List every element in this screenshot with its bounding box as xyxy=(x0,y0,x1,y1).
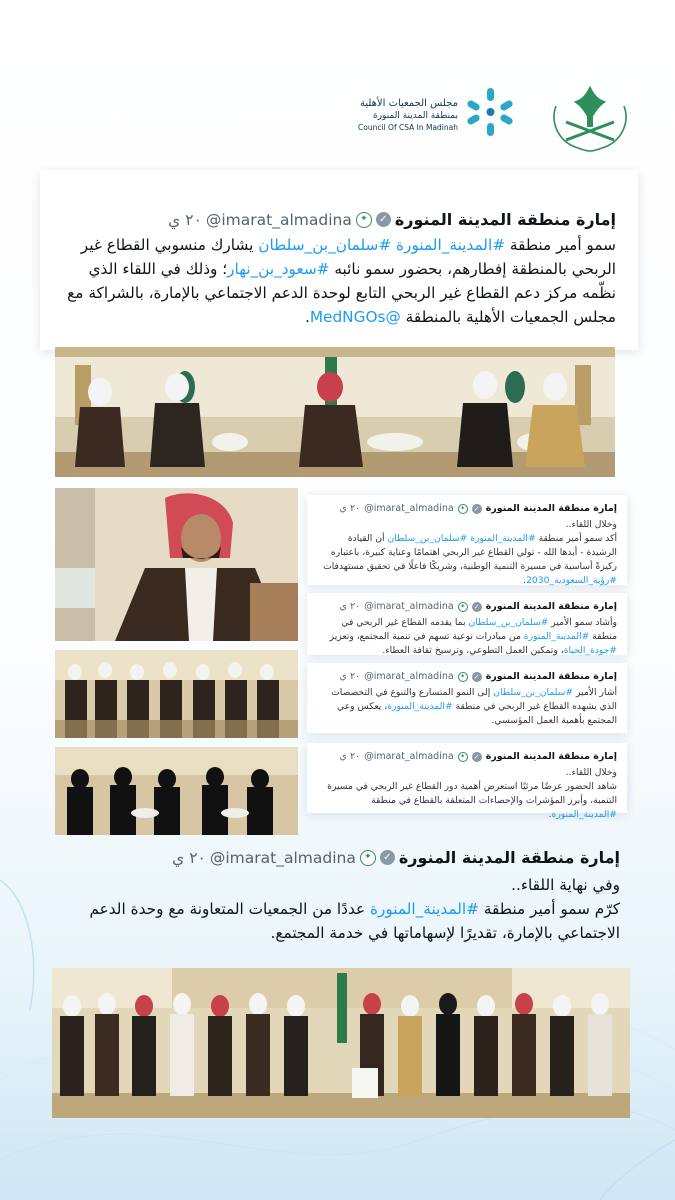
org-avatar-icon: ✦ xyxy=(458,602,468,612)
tweet-header xyxy=(317,601,617,612)
verified-badge-icon: ✓ xyxy=(472,602,482,612)
tweet-text-segment: كرّم سمو أمير منطقة xyxy=(478,900,620,918)
tweet-card-1[interactable] xyxy=(40,170,638,350)
tweet-text xyxy=(317,518,617,588)
tweet-text-segment: وأشاد سمو الأمير xyxy=(548,617,617,628)
tweet-card-2[interactable] xyxy=(307,495,627,585)
tweet-text-segment: . xyxy=(548,809,552,820)
tweet-author-name[interactable]: إمارة منطقة المدينة المنورة xyxy=(394,210,616,229)
tweet-text xyxy=(317,766,617,822)
tweet-text xyxy=(52,233,616,329)
tweet-time[interactable]: ٢٠ ي xyxy=(168,210,202,229)
tweet-text-segment: . xyxy=(523,575,527,586)
tweet-time[interactable]: ٢٠ ي xyxy=(339,751,361,762)
tweet-text-segment: سمو أمير منطقة xyxy=(505,236,616,254)
tweet-header xyxy=(52,210,616,229)
tweet-photo-5[interactable] xyxy=(52,968,630,1118)
tweet-author-name[interactable]: إمارة منطقة المدينة المنورة xyxy=(485,601,617,612)
tweet-text-segment: شاهد الحضور عرضًا مرئيًا استعرض أهمية دور القطاع غير الربحي في مسيرة التنمية، وأبرز المؤشرات والإحصاءات المتعلقة بالقطاع في منطقة xyxy=(327,781,617,806)
tweet-handle[interactable]: @imarat_almadina xyxy=(364,503,454,514)
tweet-header xyxy=(40,848,620,867)
tweet-author-name[interactable]: إمارة منطقة المدينة المنورة xyxy=(485,503,617,514)
tweet-text-segment: ؛ وذلك في اللقاء الذي نظّمه مركز دعم القطاع غير الربحي التابع لوحدة الدعم الاجتماعي بالإمارة، بالشراكة مع مجلس الجمعيات الأهلية بالمنطقة xyxy=(67,260,616,326)
tweet-photo-2[interactable] xyxy=(55,488,298,641)
tweet-time[interactable]: ٢٠ ي xyxy=(339,503,361,514)
verified-badge-icon: ✓ xyxy=(472,672,482,682)
council-name-ar: مجلس الجمعيات الأهلية xyxy=(359,98,458,109)
org-avatar-icon: ✦ xyxy=(458,752,468,762)
tweet-text-segment: أن القيادة الرشيدة - أيدها الله - تولي القطاع غير الربحي اهتمامًا وعناية كبيرة، باعتباره ركيزةً أساسية في مسيرة التنمية الوطنية، وشريكًا فاعلًا في تحقيق مستهدفات xyxy=(323,533,617,572)
tweet-handle[interactable]: @imarat_almadina xyxy=(205,210,352,229)
tweet-card-6[interactable] xyxy=(0,822,675,972)
hashtag-link[interactable]: #سلمان_بن_سلطان xyxy=(468,617,549,628)
tweet-photo-3[interactable] xyxy=(55,650,298,738)
tweet-text xyxy=(317,686,617,728)
tweet-text-segment: ، يعكس وعي المجتمع بأهمية العمل المؤسسي. xyxy=(337,701,617,726)
org-avatar-icon: ✦ xyxy=(458,504,468,514)
tweet-text-segment: وخلال اللقاء.. xyxy=(565,767,617,778)
tweet-text-segment: يشارك منسوبي القطاع غير الربحي بالمنطقة إفطارهم، بحضور سمو نائبه xyxy=(80,236,616,278)
verified-badge-icon: ✓ xyxy=(376,212,391,227)
tweet-handle[interactable]: @imarat_almadina xyxy=(364,601,454,612)
tweet-handle[interactable]: @imarat_almadina xyxy=(209,848,356,867)
verified-badge-icon: ✓ xyxy=(472,752,482,762)
verified-badge-icon: ✓ xyxy=(380,850,395,865)
council-name xyxy=(330,98,458,134)
tweet-time[interactable]: ٢٠ ي xyxy=(339,671,361,682)
tweet-text xyxy=(40,873,620,945)
hashtag-link[interactable]: #المدينة_المنورة xyxy=(523,631,590,642)
council-region-ar: بمنطقة المدينة المنورة xyxy=(373,111,458,121)
hashtag-link[interactable]: #المدينة_المنورة #سلمان_بن_سلطان xyxy=(387,533,536,544)
tweet-handle[interactable]: @imarat_almadina xyxy=(364,751,454,762)
hashtag-link[interactable]: #جودة_الحياة xyxy=(563,645,617,656)
hashtag-link[interactable]: @MedNGOs xyxy=(309,308,401,326)
tweet-card-5[interactable] xyxy=(307,743,627,820)
tweet-author-name[interactable]: إمارة منطقة المدينة المنورة xyxy=(398,848,620,867)
tweet-card-3[interactable] xyxy=(307,593,627,655)
tweet-header xyxy=(317,751,617,762)
org-avatar-icon: ✦ xyxy=(356,212,372,228)
hashtag-link[interactable]: #المدينة_المنورة xyxy=(369,900,479,918)
hashtag-link[interactable]: #المدينة_المنورة #سلمان_بن_سلطان xyxy=(258,236,506,254)
tweet-handle[interactable]: @imarat_almadina xyxy=(364,671,454,682)
tweet-text-segment: وخلال اللقاء.. xyxy=(565,519,617,530)
tweet-text-segment: من مبادرات نوعية تسهم في تنمية المجتمع، وتعزيز xyxy=(329,631,524,642)
tweet-text-segment: ، وتمكين العمل التطوعي، وترسيخ ثقافة العطاء. xyxy=(382,645,564,656)
org-avatar-icon: ✦ xyxy=(360,850,376,866)
tweet-header xyxy=(317,503,617,514)
header xyxy=(0,0,675,160)
verified-badge-icon: ✓ xyxy=(472,504,482,514)
tweet-time[interactable]: ٢٠ ي xyxy=(172,848,206,867)
hashtag-link[interactable]: #سعود_بن_نهار xyxy=(227,260,330,278)
tweet-text-segment: عددًا من الجمعيات المتعاونة مع وحدة الدعم الاجتماعي بالإمارة، تقديرًا لإسهاماتها في خدمة المجتمع. xyxy=(89,900,620,942)
saudi-emblem-icon xyxy=(548,82,632,152)
tweet-author-name[interactable]: إمارة منطقة المدينة المنورة xyxy=(485,671,617,682)
tweet-text-segment: أشار الأمير xyxy=(573,687,617,698)
hashtag-link[interactable]: #سلمان_بن_سلطان xyxy=(493,687,574,698)
tweet-card-4[interactable] xyxy=(307,663,627,733)
hashtag-link[interactable]: #رؤية_السعودية_2030 xyxy=(526,575,617,586)
tweet-text xyxy=(317,616,617,658)
tweet-text-segment: أكد سمو أمير منطقة xyxy=(535,533,617,544)
council-logo-icon xyxy=(462,84,518,140)
hashtag-link[interactable]: #المدينة_المنورة xyxy=(551,809,617,820)
tweet-header xyxy=(317,671,617,682)
org-avatar-icon: ✦ xyxy=(458,672,468,682)
tweet-time[interactable]: ٢٠ ي xyxy=(339,601,361,612)
tweet-text-segment: بما يقدمه القطاع غير الربحي في منطقة xyxy=(341,617,617,642)
tweet-text-segment: إلى النمو المتسارع والتنوع في التخصصات الذي يشهده القطاع غير الربحي في منطقة xyxy=(331,687,617,712)
tweet-text-segment: وفي نهاية اللقاء.. xyxy=(511,876,620,894)
hashtag-link[interactable]: #المدينة_المنورة xyxy=(387,701,453,712)
tweet-photo-1[interactable] xyxy=(55,347,615,477)
council-name-en: Council Of CSA In Madinah xyxy=(358,123,458,132)
tweet-text-segment: . xyxy=(304,308,310,326)
tweet-author-name[interactable]: إمارة منطقة المدينة المنورة xyxy=(485,751,617,762)
